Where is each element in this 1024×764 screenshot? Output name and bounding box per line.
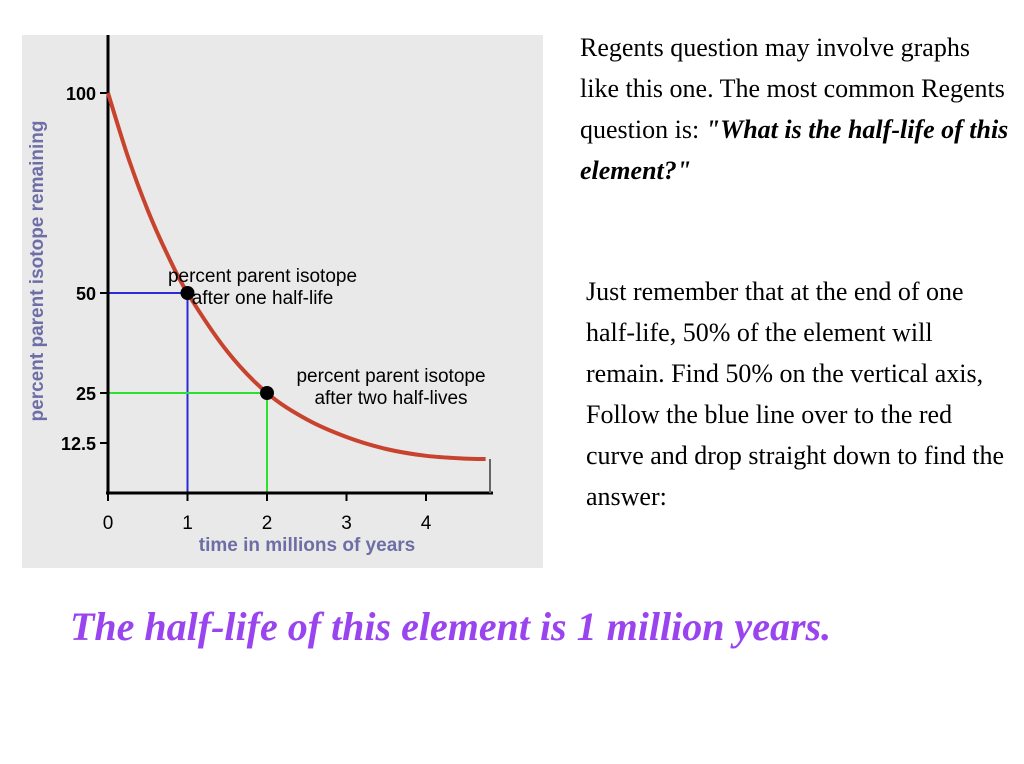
x-tick-label-4: 4 [420, 513, 432, 534]
half-life-chart [22, 35, 543, 568]
y-axis-label: percent parent isotope remaining [27, 120, 48, 422]
x-tick-label-3: 3 [341, 513, 352, 534]
point-label-2-line2: after two half-lives [314, 388, 468, 409]
intro-question: "What is the half-life of this element?" [580, 115, 1009, 185]
chart-canvas [22, 35, 543, 568]
answer-statement: The half-life of this element is 1 million years. [70, 604, 832, 649]
x-tick-label-0: 0 [102, 513, 114, 534]
y-tick-label-100: 100 [65, 84, 96, 104]
y-tick-label-25: 25 [75, 384, 96, 404]
y-tick-label-12.5: 12.5 [60, 434, 96, 454]
x-tick-label-2: 2 [261, 513, 273, 534]
y-tick-label-50: 50 [75, 284, 96, 304]
guide-lines [108, 293, 267, 493]
point-label-1-line1: percent parent isotope [167, 266, 358, 287]
axes [106, 35, 493, 493]
x-axis-label: time in millions of years [198, 535, 416, 556]
intro-text: Regents question may involve graphs like this one. The most common Regents question is: [580, 33, 1005, 144]
half-life-point-2 [260, 386, 274, 400]
intro-paragraph [580, 27, 1010, 191]
axis-ticks [61, 84, 432, 534]
point-label-1-line2: after one half-life [191, 288, 334, 309]
explanation-paragraph: Just remember that at the end of one half-life, 50% of the element will remain. Find 50% on the vertical axis, Follow the blue line over to the red curve and drop straight down to find the answer: [586, 277, 1005, 511]
x-tick-label-1: 1 [182, 513, 193, 534]
point-label-2-line1: percent parent isotope [296, 366, 486, 387]
